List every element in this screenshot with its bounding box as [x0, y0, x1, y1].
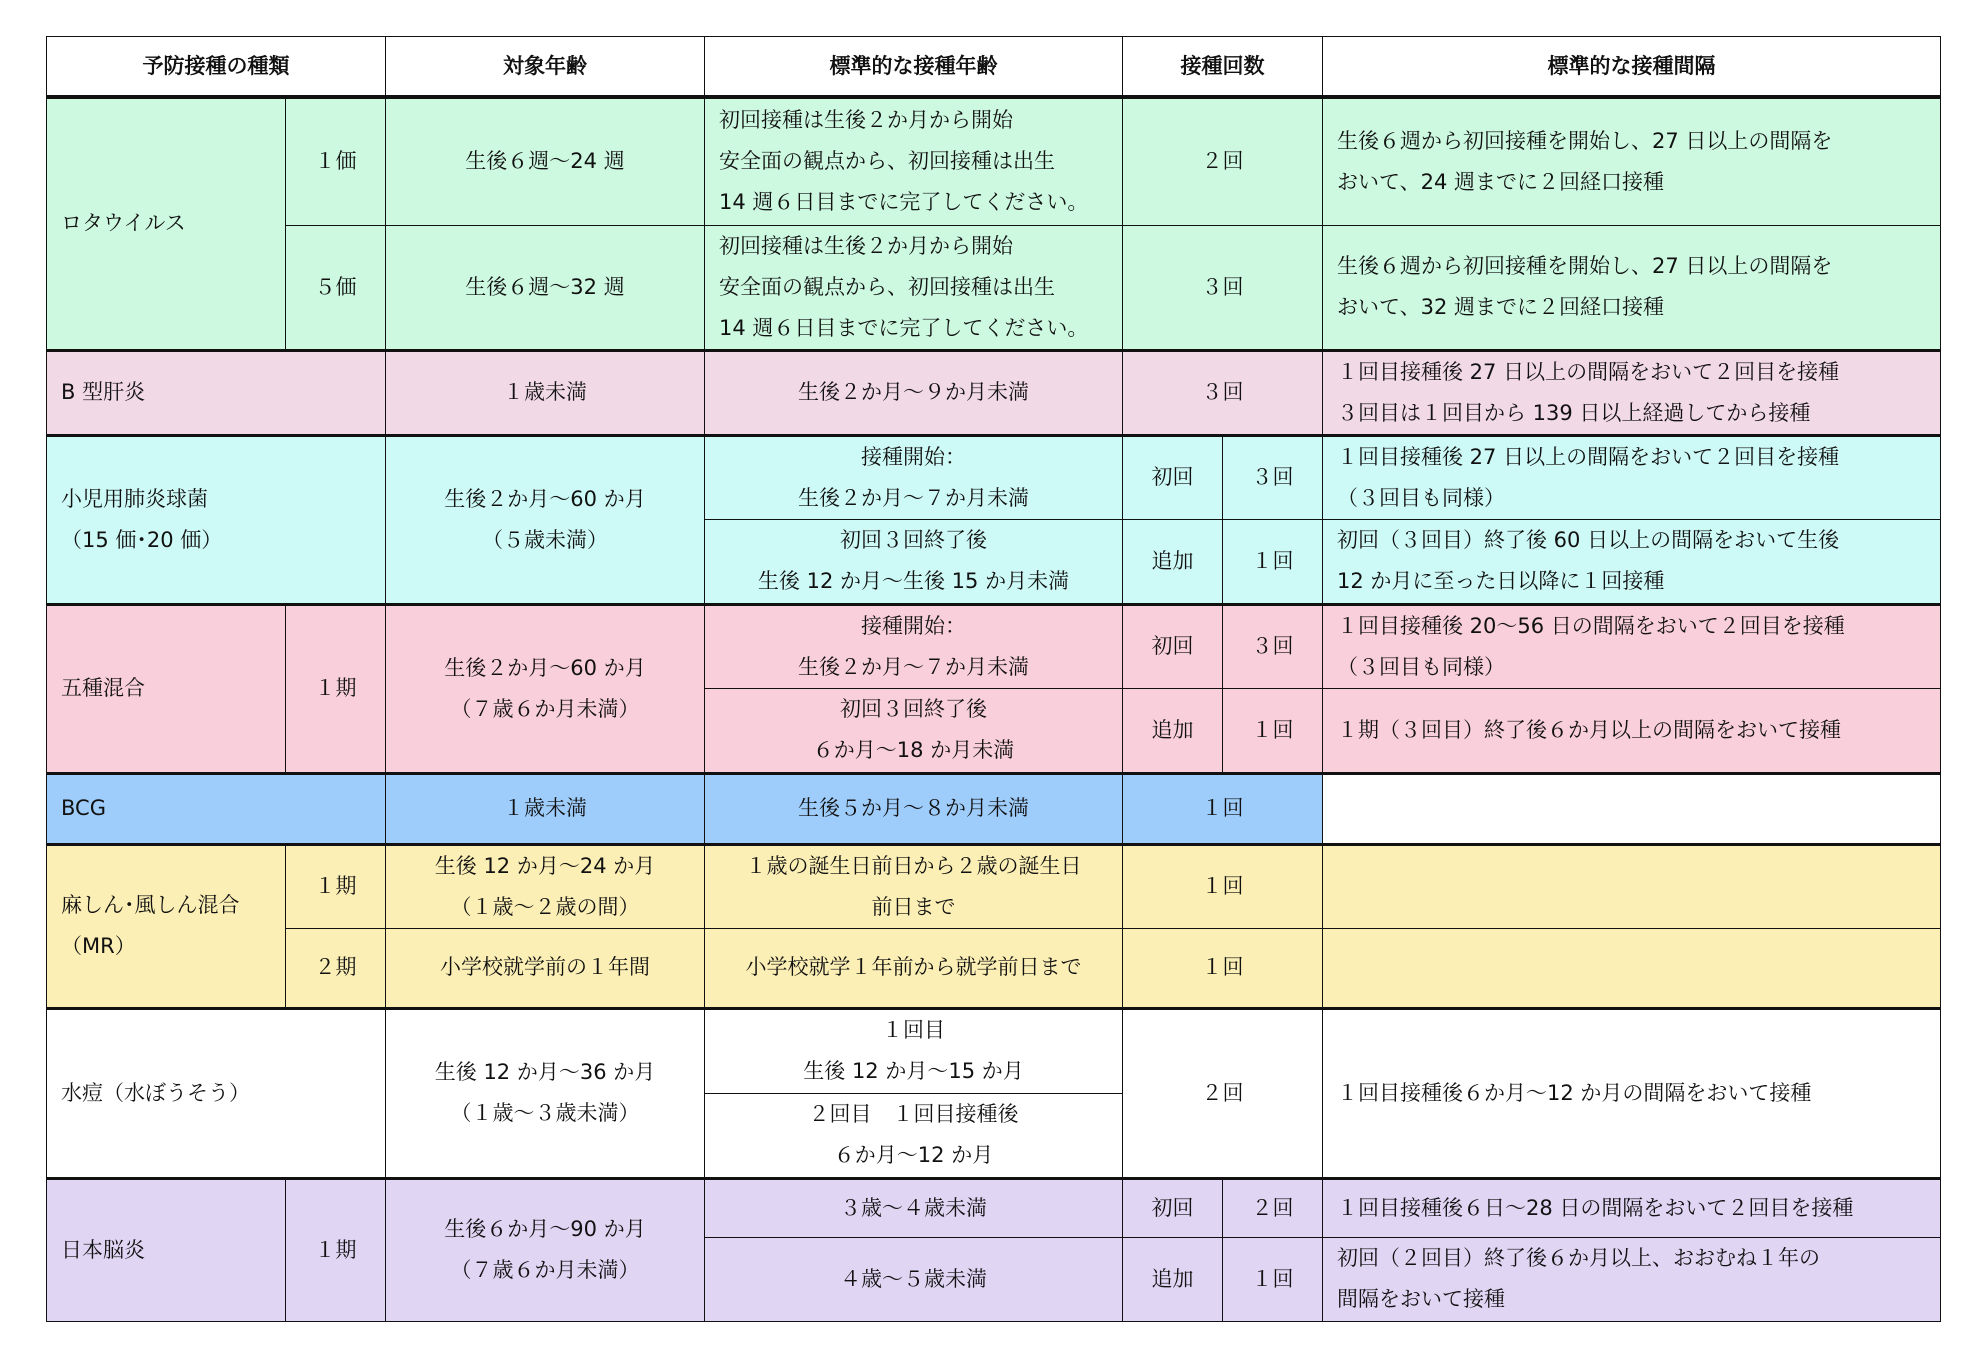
- interval: 生後６週から初回接種を開始し、27 日以上の間隔を おいて、24 週までに２回経口接種: [1323, 97, 1941, 225]
- standard-age: 接種開始： 生後２か月～７か月未満: [705, 604, 1123, 688]
- dose-kind: 追加: [1123, 519, 1223, 604]
- interval: １期（３回目）終了後６か月以上の間隔をおいて接種: [1323, 688, 1941, 773]
- interval: １回目接種後６か月～12 か月の間隔をおいて接種: [1323, 1008, 1941, 1178]
- standard-age: １歳の誕生日前日から２歳の誕生日 前日まで: [705, 844, 1123, 928]
- interval-empty: [1323, 844, 1941, 928]
- dose-kind: 初回: [1123, 1178, 1223, 1237]
- standard-age: 接種開始： 生後２か月～７か月未満: [705, 435, 1123, 519]
- dose-count: ３回: [1223, 604, 1323, 688]
- table-row: [47, 604, 1941, 688]
- vaccine-sub: １期: [286, 844, 386, 928]
- dose-count: ２回: [1123, 1008, 1323, 1178]
- standard-age: 生後５か月～８か月未満: [705, 773, 1123, 844]
- standard-age: 小学校就学１年前から就学前日まで: [705, 928, 1123, 1008]
- dose-count: ３回: [1223, 435, 1323, 519]
- dose-count: １回: [1123, 928, 1323, 1008]
- target-age: 生後 12 か月～36 か月 （１歳～３歳未満）: [386, 1008, 705, 1178]
- vaccine-name: 麻しん･風しん混合 （MR）: [47, 844, 286, 1008]
- interval-empty: [1323, 773, 1941, 844]
- target-age: 生後 12 か月～24 か月 （１歳～２歳の間）: [386, 844, 705, 928]
- target-age: 生後６か月～90 か月 （７歳６か月未満）: [386, 1178, 705, 1321]
- target-age: 生後２か月～60 か月 （５歳未満）: [386, 435, 705, 604]
- header-interval: 標準的な接種間隔: [1323, 37, 1941, 98]
- standard-age: ２回目 １回目接種後 ６か月～12 か月: [705, 1093, 1123, 1178]
- interval-empty: [1323, 928, 1941, 1008]
- table-row: [47, 1178, 1941, 1237]
- vaccine-sub: ２期: [286, 928, 386, 1008]
- dose-count: ２回: [1223, 1178, 1323, 1237]
- vaccine-sub: １期: [286, 1178, 386, 1321]
- dose-count: １回: [1223, 519, 1323, 604]
- dose-count: ２回: [1123, 97, 1323, 225]
- dose-kind: 追加: [1123, 1237, 1223, 1321]
- standard-age: ３歳～４歳未満: [705, 1178, 1123, 1237]
- table-row: [47, 928, 1941, 1008]
- vaccine-name: 小児用肺炎球菌 （15 価･20 価）: [47, 435, 386, 604]
- dose-count: １回: [1123, 773, 1323, 844]
- vaccine-name: ロタウイルス: [47, 97, 286, 350]
- vaccine-name: BCG: [47, 773, 386, 844]
- vaccination-schedule-table: [46, 36, 1941, 1322]
- target-age: １歳未満: [386, 350, 705, 435]
- dose-count: １回: [1223, 688, 1323, 773]
- header-vaccine-type: 予防接種の種類: [47, 37, 386, 98]
- interval: １回目接種後 27 日以上の間隔をおいて２回目を接種 ３回目は１回目から 139 日以上経過してから接種: [1323, 350, 1941, 435]
- vaccine-sub: １価: [286, 97, 386, 225]
- standard-age: １回目 生後 12 か月～15 か月: [705, 1008, 1123, 1093]
- dose-kind: 初回: [1123, 604, 1223, 688]
- dose-kind: 初回: [1123, 435, 1223, 519]
- table-row: [47, 350, 1941, 435]
- dose-count: ３回: [1123, 225, 1323, 350]
- standard-age: 初回３回終了後 ６か月～18 か月未満: [705, 688, 1123, 773]
- table-row: [47, 97, 1941, 225]
- standard-age: 生後２か月～９か月未満: [705, 350, 1123, 435]
- standard-age: 初回３回終了後 生後 12 か月～生後 15 か月未満: [705, 519, 1123, 604]
- dose-count: １回: [1223, 1237, 1323, 1321]
- standard-age: ４歳～５歳未満: [705, 1237, 1123, 1321]
- interval: １回目接種後６日～28 日の間隔をおいて２回目を接種: [1323, 1178, 1941, 1237]
- table-row: [47, 1008, 1941, 1093]
- interval: １回目接種後 27 日以上の間隔をおいて２回目を接種 （３回目も同様）: [1323, 435, 1941, 519]
- interval: 初回（２回目）終了後６か月以上、おおむね１年の 間隔をおいて接種: [1323, 1237, 1941, 1321]
- header-target-age: 対象年齢: [386, 37, 705, 98]
- vaccine-sub: ５価: [286, 225, 386, 350]
- table-row: [47, 844, 1941, 928]
- header-row: [47, 37, 1941, 98]
- vaccine-name: B 型肝炎: [47, 350, 386, 435]
- dose-count: １回: [1123, 844, 1323, 928]
- table-row: [47, 435, 1941, 519]
- target-age: 小学校就学前の１年間: [386, 928, 705, 1008]
- target-age: 生後２か月～60 か月 （７歳６か月未満）: [386, 604, 705, 773]
- interval: 初回（３回目）終了後 60 日以上の間隔をおいて生後 12 か月に至った日以降に１回接種: [1323, 519, 1941, 604]
- table-row: [47, 225, 1941, 350]
- header-dose-count: 接種回数: [1123, 37, 1323, 98]
- standard-age: 初回接種は生後２か月から開始 安全面の観点から、初回接種は出生 14 週６日目までに完了してください。: [705, 97, 1123, 225]
- target-age: 生後６週～32 週: [386, 225, 705, 350]
- vaccine-name: 水痘（水ぼうそう）: [47, 1008, 386, 1178]
- dose-kind: 追加: [1123, 688, 1223, 773]
- vaccine-name: 五種混合: [47, 604, 286, 773]
- target-age: １歳未満: [386, 773, 705, 844]
- interval: １回目接種後 20～56 日の間隔をおいて２回目を接種 （３回目も同様）: [1323, 604, 1941, 688]
- standard-age: 初回接種は生後２か月から開始 安全面の観点から、初回接種は出生 14 週６日目までに完了してください。: [705, 225, 1123, 350]
- header-standard-age: 標準的な接種年齢: [705, 37, 1123, 98]
- dose-count: ３回: [1123, 350, 1323, 435]
- vaccine-name: 日本脳炎: [47, 1178, 286, 1321]
- interval: 生後６週から初回接種を開始し、27 日以上の間隔を おいて、32 週までに２回経口接種: [1323, 225, 1941, 350]
- table-row: [47, 773, 1941, 844]
- target-age: 生後６週～24 週: [386, 97, 705, 225]
- vaccine-sub: １期: [286, 604, 386, 773]
